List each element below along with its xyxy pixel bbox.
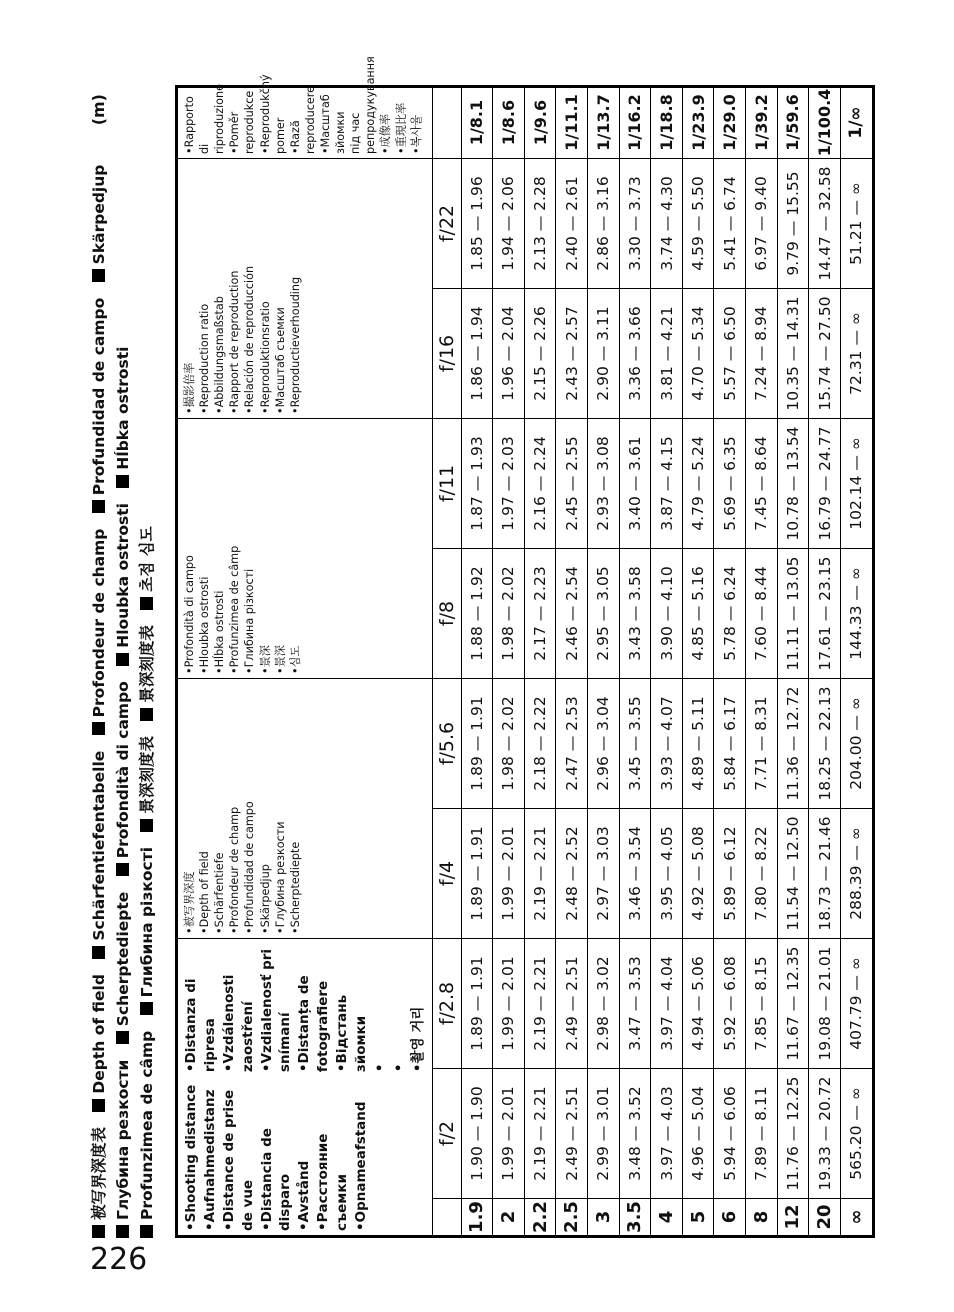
distance-cell: 20 — [809, 1199, 841, 1237]
dof-cell: 2.19 — 2.21 — [524, 809, 556, 939]
ratio-cell: 1/8.6 — [493, 87, 525, 159]
header-title: Scherptediepte — [114, 891, 133, 1027]
dof-cell: 4.85 — 5.16 — [682, 549, 714, 679]
dof-cell: 5.57 — 6.50 — [714, 289, 746, 419]
header-title: Profunzimea de câmp — [138, 1030, 157, 1220]
aperture-header: f/8 — [432, 549, 461, 679]
dof-cell: 5.94 — 6.06 — [714, 1069, 746, 1199]
header-line-2 — [111, 88, 135, 1238]
dof-cell: 3.95 — 4.05 — [651, 809, 683, 939]
table-row — [556, 87, 588, 1237]
dof-cell: 3.47 — 3.53 — [619, 939, 651, 1069]
table-row — [651, 87, 683, 1237]
dof-cell: 407.79 — ∞ — [840, 939, 873, 1069]
header-title: Profondità di campo — [114, 681, 133, 859]
dof-cell: 2.19 — 2.21 — [524, 1069, 556, 1199]
dof-cell: 4.59 — 5.50 — [682, 159, 714, 289]
dof-cell: 5.89 — 6.12 — [714, 809, 746, 939]
dof-cell: 3.43 — 3.58 — [619, 549, 651, 679]
dof-cell: 2.43 — 2.57 — [556, 289, 588, 419]
depth-of-field-table — [175, 56, 875, 1238]
aperture-header: f/5.6 — [432, 679, 461, 809]
dof-cell: 7.85 — 8.15 — [746, 939, 778, 1069]
dof-cell: 7.80 — 8.22 — [746, 809, 778, 939]
dof-cell: 2.40 — 2.61 — [556, 159, 588, 289]
dof-cell: 1.99 — 2.01 — [493, 1069, 525, 1199]
dof-cell: 15.74 — 27.50 — [809, 289, 841, 419]
dof-cell: 2.45 — 2.55 — [556, 419, 588, 549]
dof-cell: 11.67 — 12.35 — [777, 939, 809, 1069]
dof-cell: 2.95 — 3.05 — [588, 549, 620, 679]
distance-cell: ∞ — [840, 1199, 873, 1237]
header-title: Skärpedjup — [90, 164, 108, 265]
dof-cell: 1.85 — 1.96 — [461, 159, 493, 289]
dof-cell: 7.71 — 8.31 — [746, 679, 778, 809]
table-row — [619, 87, 651, 1237]
dof-cell: 7.60 — 8.44 — [746, 549, 778, 679]
aperture-header: f/4 — [432, 809, 461, 939]
table-row — [714, 87, 746, 1237]
dof-cell: 18.73 — 21.46 — [809, 809, 841, 939]
table-row — [588, 87, 620, 1237]
column-labels-row — [177, 87, 433, 1237]
header-title: 被写界深度表 — [90, 1126, 108, 1220]
dof-cell: 3.30 — 3.73 — [619, 159, 651, 289]
dof-cell: 3.90 — 4.10 — [651, 549, 683, 679]
ratio-cell: 1/29.0 — [714, 87, 746, 159]
dof-cell: 72.31 — ∞ — [840, 289, 873, 419]
dof-cell: 565.20 — ∞ — [840, 1069, 873, 1199]
dof-cell: 9.79 — 15.55 — [777, 159, 809, 289]
dof-cell: 2.96 — 3.04 — [588, 679, 620, 809]
aperture-header: f/2 — [432, 1069, 461, 1199]
dof-cell: 11.76 — 12.25 — [777, 1069, 809, 1199]
dof-cell: 1.96 — 2.04 — [493, 289, 525, 419]
dof-cell: 7.24 — 8.94 — [746, 289, 778, 419]
distance-cell: 6 — [714, 1199, 746, 1237]
dof-cell: 2.86 — 3.16 — [588, 159, 620, 289]
dof-cell: 1.94 — 2.06 — [493, 159, 525, 289]
table-body — [461, 87, 873, 1237]
dof-cell: 2.17 — 2.23 — [524, 549, 556, 679]
dof-cell: 4.96 — 5.04 — [682, 1069, 714, 1199]
dof-cell: 204.00 — ∞ — [840, 679, 873, 809]
dof-cell: 1.89 — 1.91 — [461, 809, 493, 939]
dof-cell: 102.14 — ∞ — [840, 419, 873, 549]
distance-header-blank — [432, 1199, 461, 1237]
dof-cell: 2.19 — 2.21 — [524, 939, 556, 1069]
distance-cell: 3.5 — [619, 1199, 651, 1237]
dof-cell: 4.79 — 5.24 — [682, 419, 714, 549]
header-title: Hĺbka ostrosti — [114, 346, 133, 470]
ratio-cell: 1/23.9 — [682, 87, 714, 159]
dof-cell: 11.11 — 13.05 — [777, 549, 809, 679]
dof-cell: 5.41 — 6.74 — [714, 159, 746, 289]
dof-cell: 2.48 — 2.52 — [556, 809, 588, 939]
dof-cell: 1.97 — 2.03 — [493, 419, 525, 549]
distance-cell: 2.5 — [556, 1199, 588, 1237]
dof-cell: 18.25 — 22.13 — [809, 679, 841, 809]
dof-cell: 19.08 — 21.01 — [809, 939, 841, 1069]
dof-cell: 7.45 — 8.64 — [746, 419, 778, 549]
dof-cell: 2.47 — 2.53 — [556, 679, 588, 809]
dof-cell: 4.70 — 5.34 — [682, 289, 714, 419]
header-title: 초점 심도 — [138, 526, 157, 592]
dof-cell: 5.84 — 6.17 — [714, 679, 746, 809]
ratio-cell: 1/13.7 — [588, 87, 620, 159]
page-number: 226 — [90, 1242, 148, 1277]
aperture-row — [432, 87, 461, 1237]
table-row — [493, 87, 525, 1237]
aperture-header: f/22 — [432, 159, 461, 289]
dof-cell: 5.78 — 6.24 — [714, 549, 746, 679]
dof-cell: 19.33 — 20.72 — [809, 1069, 841, 1199]
dof-cell: 2.99 — 3.01 — [588, 1069, 620, 1199]
distance-cell: 4 — [651, 1199, 683, 1237]
ratio-cell: 1/16.2 — [619, 87, 651, 159]
aperture-header: f/11 — [432, 419, 461, 549]
header-title: 景深刻度表 — [138, 625, 157, 703]
dof-cell: 11.54 — 12.50 — [777, 809, 809, 939]
distance-label-b: •Distanza di ripresa •Vzdálenosti zaostření •Vzdialenosť pri snímaní •Distanța de fotografiere •Відстань зйомки • • •촬영 거리 — [183, 948, 426, 1073]
dof-cell: 1.86 — 1.94 — [461, 289, 493, 419]
header-line-1 — [87, 88, 111, 1238]
dof-cell: 3.97 — 4.04 — [651, 939, 683, 1069]
dof-cell: 3.45 — 3.55 — [619, 679, 651, 809]
dof-cell: 3.48 — 3.52 — [619, 1069, 651, 1199]
dof-cell: 2.97 — 3.03 — [588, 809, 620, 939]
dof-cell: 3.87 — 4.15 — [651, 419, 683, 549]
dof-cell: 16.79 — 24.77 — [809, 419, 841, 549]
dof-cell: 1.89 — 1.91 — [461, 939, 493, 1069]
dof-cell: 2.49 — 2.51 — [556, 1069, 588, 1199]
dof-cell: 3.40 — 3.61 — [619, 419, 651, 549]
dof-cell: 3.81 — 4.21 — [651, 289, 683, 419]
header-title: Profundidad de campo — [90, 297, 108, 496]
dof-cell: 2.18 — 2.22 — [524, 679, 556, 809]
dof-cell: 1.90 — 1.90 — [461, 1069, 493, 1199]
aperture-header: f/2.8 — [432, 939, 461, 1069]
unit-label: (m) — [89, 94, 108, 126]
ratio-cell: 1/11.1 — [556, 87, 588, 159]
repro-label-b: •Rapporto di riproduzione •Poměr reprodukce •Reprodukčný pomer •Rază reproducere •Масштаб зйомки під час репродукування •成像率 •重現比率 •복사율 — [177, 87, 433, 159]
dof-cell: 10.35 — 14.31 — [777, 289, 809, 419]
dof-cell: 288.39 — ∞ — [840, 809, 873, 939]
ratio-cell: 1/18.8 — [651, 87, 683, 159]
header-title: Schärfentiefentabelle — [90, 750, 108, 941]
dof-cell: 2.90 — 3.11 — [588, 289, 620, 419]
dof-cell: 17.61 — 23.15 — [809, 549, 841, 679]
dof-cell: 1.87 — 1.93 — [461, 419, 493, 549]
dof-cell: 1.89 — 1.91 — [461, 679, 493, 809]
dof-cell: 2.49 — 2.51 — [556, 939, 588, 1069]
dof-cell: 144.33 — ∞ — [840, 549, 873, 679]
dof-cell: 2.46 — 2.54 — [556, 549, 588, 679]
distance-cell: 2.2 — [524, 1199, 556, 1237]
dof-cell: 14.47 — 32.58 — [809, 159, 841, 289]
dof-cell: 1.99 — 2.01 — [493, 809, 525, 939]
distance-cell: 3 — [588, 1199, 620, 1237]
dof-cell: 51.21 — ∞ — [840, 159, 873, 289]
dof-label-b: •Profondità di campo •Hloubka ostrosti •Hĺbka ostrosti •Profunzimea de câmp •Глибина різкості •景深 •景深 •심도 — [177, 419, 433, 679]
dof-label-a: •被写界深度 •Depth of field •Schärfentiefe •Profondeur de champ •Profundidad de campo •Skärpedjup •Глубина резкости •Scherptediepte — [177, 679, 433, 939]
dof-cell: 4.94 — 5.06 — [682, 939, 714, 1069]
dof-cell: 2.15 — 2.26 — [524, 289, 556, 419]
distance-cell: 1.9 — [461, 1199, 493, 1237]
dof-cell: 10.78 — 13.54 — [777, 419, 809, 549]
dof-cell: 6.97 — 9.40 — [746, 159, 778, 289]
dof-cell: 4.92 — 5.08 — [682, 809, 714, 939]
dof-cell: 2.93 — 3.08 — [588, 419, 620, 549]
header-title: Глубина резкости — [114, 1059, 133, 1220]
header-line-3 — [135, 88, 159, 1238]
distance-cell: 2 — [493, 1199, 525, 1237]
dof-cell: 3.46 — 3.54 — [619, 809, 651, 939]
dof-cell: 3.93 — 4.07 — [651, 679, 683, 809]
ratio-cell: 1/∞ — [840, 87, 873, 159]
distance-cell: 5 — [682, 1199, 714, 1237]
ratio-cell: 1/59.6 — [777, 87, 809, 159]
table-row — [777, 87, 809, 1237]
dof-cell: 5.69 — 6.35 — [714, 419, 746, 549]
table-row — [840, 87, 873, 1237]
dof-cell: 3.74 — 4.30 — [651, 159, 683, 289]
repro-label-a: •撮影倍率 •Reproduction ratio •Abbildungsmaßstab •Rapport de reproduction •Relación de reproducción •Reproduktionsratio •Масштаб съемки •Reproductieverhouding — [177, 159, 433, 419]
distance-label-a: •Shooting distance •Aufnahmedistanz •Distance de prise de vue •Distancia de disparo •Avstånd •Расстояние съемки •Opnameafstand — [183, 1084, 370, 1231]
dof-cell: 3.97 — 4.03 — [651, 1069, 683, 1199]
dof-cell: 2.13 — 2.28 — [524, 159, 556, 289]
dof-cell: 4.89 — 5.11 — [682, 679, 714, 809]
dof-cell: 1.98 — 2.02 — [493, 679, 525, 809]
dof-cell: 11.36 — 12.72 — [777, 679, 809, 809]
header — [87, 88, 179, 1238]
dof-cell: 1.98 — 2.02 — [493, 549, 525, 679]
table-row — [809, 87, 841, 1237]
dof-cell: 3.36 — 3.66 — [619, 289, 651, 419]
header-title: Depth of field — [90, 974, 108, 1094]
header-title: Глибина різкості — [138, 846, 157, 998]
dof-cell: 2.98 — 3.02 — [588, 939, 620, 1069]
ratio-cell: 1/100.4 — [809, 87, 841, 159]
dof-cell: 1.88 — 1.92 — [461, 549, 493, 679]
distance-label — [177, 939, 433, 1237]
table-row — [524, 87, 556, 1237]
table-row — [461, 87, 493, 1237]
ratio-cell: 1/8.1 — [461, 87, 493, 159]
table-row — [682, 87, 714, 1237]
header-title: Profondeur de champ — [90, 528, 108, 718]
ratio-cell: 1/39.2 — [746, 87, 778, 159]
aperture-header: f/16 — [432, 289, 461, 419]
ratio-header-blank — [432, 87, 461, 159]
rotated-content — [87, 56, 875, 1238]
distance-cell: 8 — [746, 1199, 778, 1237]
dof-cell: 2.16 — 2.24 — [524, 419, 556, 549]
ratio-cell: 1/9.6 — [524, 87, 556, 159]
header-title: 景深刻度表 — [138, 736, 157, 814]
table-row — [746, 87, 778, 1237]
dof-cell: 1.99 — 2.01 — [493, 939, 525, 1069]
distance-cell: 12 — [777, 1199, 809, 1237]
dof-cell: 7.89 — 8.11 — [746, 1069, 778, 1199]
header-title: Hloubka ostrosti — [114, 503, 133, 648]
dof-cell: 5.92 — 6.08 — [714, 939, 746, 1069]
